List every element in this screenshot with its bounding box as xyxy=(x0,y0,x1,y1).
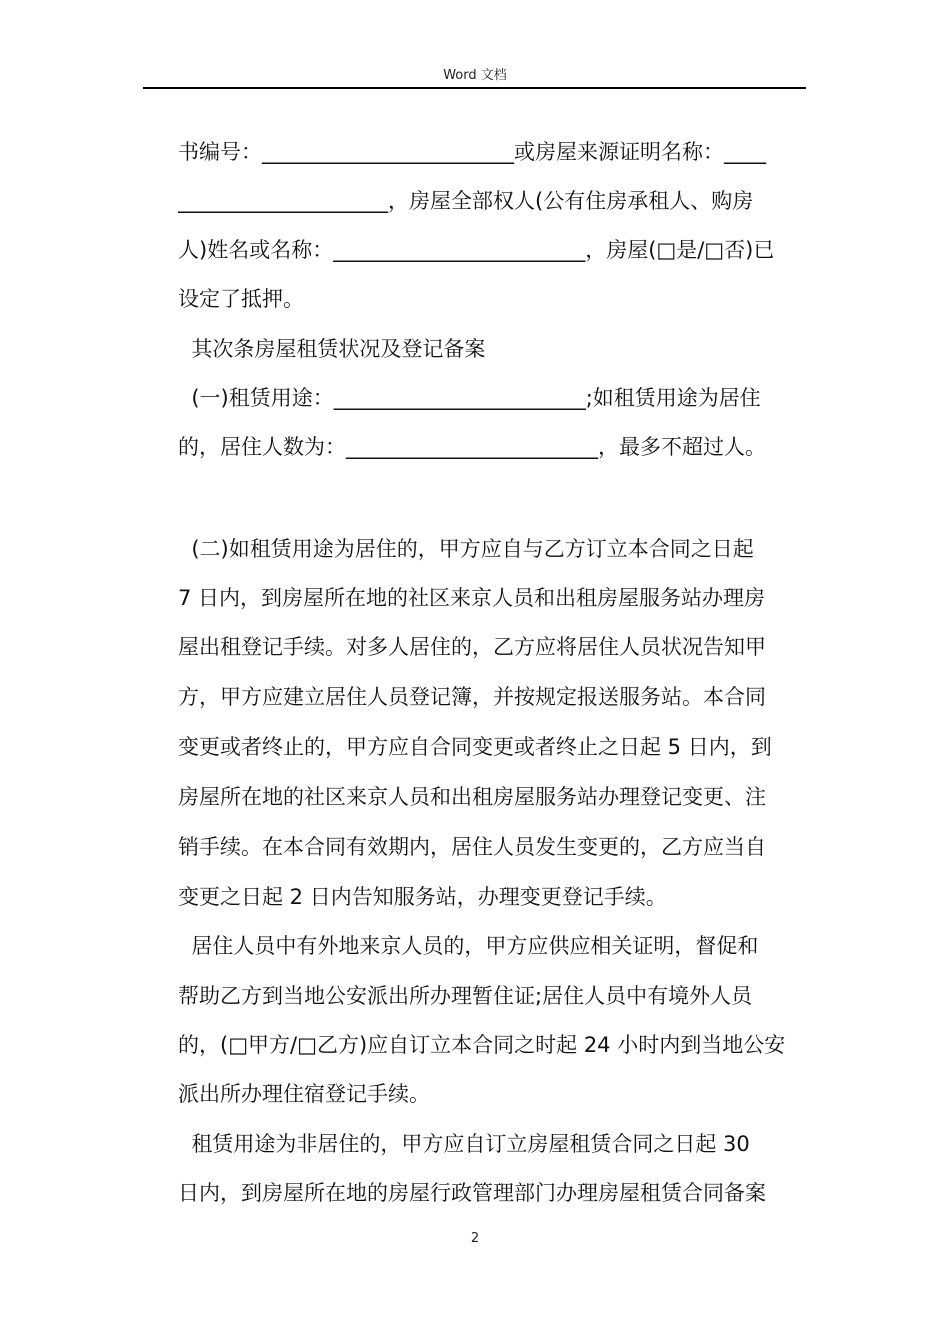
text-line: 书编号：________________________或房屋来源证明名称：____ xyxy=(178,140,766,164)
text-line: (二)如租赁用途为居住的，甲方应自与乙方订立本合同之日起 xyxy=(178,537,754,561)
text-line: 7 日内，到房屋所在地的社区来京人员和出租房屋服务站办理房 xyxy=(178,586,766,610)
text-line: 租赁用途为非居住的，甲方应自订立房屋租赁合同之日起 30 xyxy=(178,1132,750,1156)
text-line: 居住人员中有外地来京人员的，甲方应供应相关证明，督促和 xyxy=(178,934,759,958)
text-line: 房屋所在地的社区来京人员和出租房屋服务站办理登记变更、注 xyxy=(178,785,766,809)
text-line: 日内，到房屋所在地的房屋行政管理部门办理房屋租赁合同备案 xyxy=(178,1181,766,1205)
text-line: 帮助乙方到当地公安派出所办理暂住证;居住人员中有境外人员 xyxy=(178,984,753,1008)
page-header: Word 文档 xyxy=(443,68,507,83)
text-line: (一)租赁用途：________________________;如租赁用途为居住 xyxy=(178,386,761,410)
text-line: 的，居住人数为：________________________，最多不超过人。 xyxy=(178,435,766,459)
text-line: 销手续。在本合同有效期内，居住人员发生变更的，乙方应当自 xyxy=(178,835,766,859)
text-line: 人)姓名或名称：________________________，房屋(□是/□否)已 xyxy=(178,238,775,262)
text-line: ____________________，房屋全部权人(公有住房承租人、购房 xyxy=(178,189,754,213)
text-line: 方，甲方应建立居住人员登记簿，并按规定报送服务站。本合同 xyxy=(178,685,766,709)
header-divider xyxy=(143,87,806,89)
text-line: 派出所办理住宿登记手续。 xyxy=(178,1082,430,1106)
section-heading: 其次条房屋租赁状况及登记备案 xyxy=(178,337,486,361)
text-line: 变更或者终止的，甲方应自合同变更或者终止之日起 5 日内，到 xyxy=(178,735,772,759)
page-number: 2 xyxy=(470,1231,480,1246)
text-line: 变更之日起 2 日内告知服务站，办理变更登记手续。 xyxy=(178,885,667,909)
text-line: 屋出租登记手续。对多人居住的，乙方应将居住人员状况告知甲 xyxy=(178,635,766,659)
text-line: 设定了抵押。 xyxy=(178,287,304,311)
text-line: 的，(□甲方/□乙方)应自订立本合同之时起 24 小时内到当地公安 xyxy=(178,1033,786,1057)
